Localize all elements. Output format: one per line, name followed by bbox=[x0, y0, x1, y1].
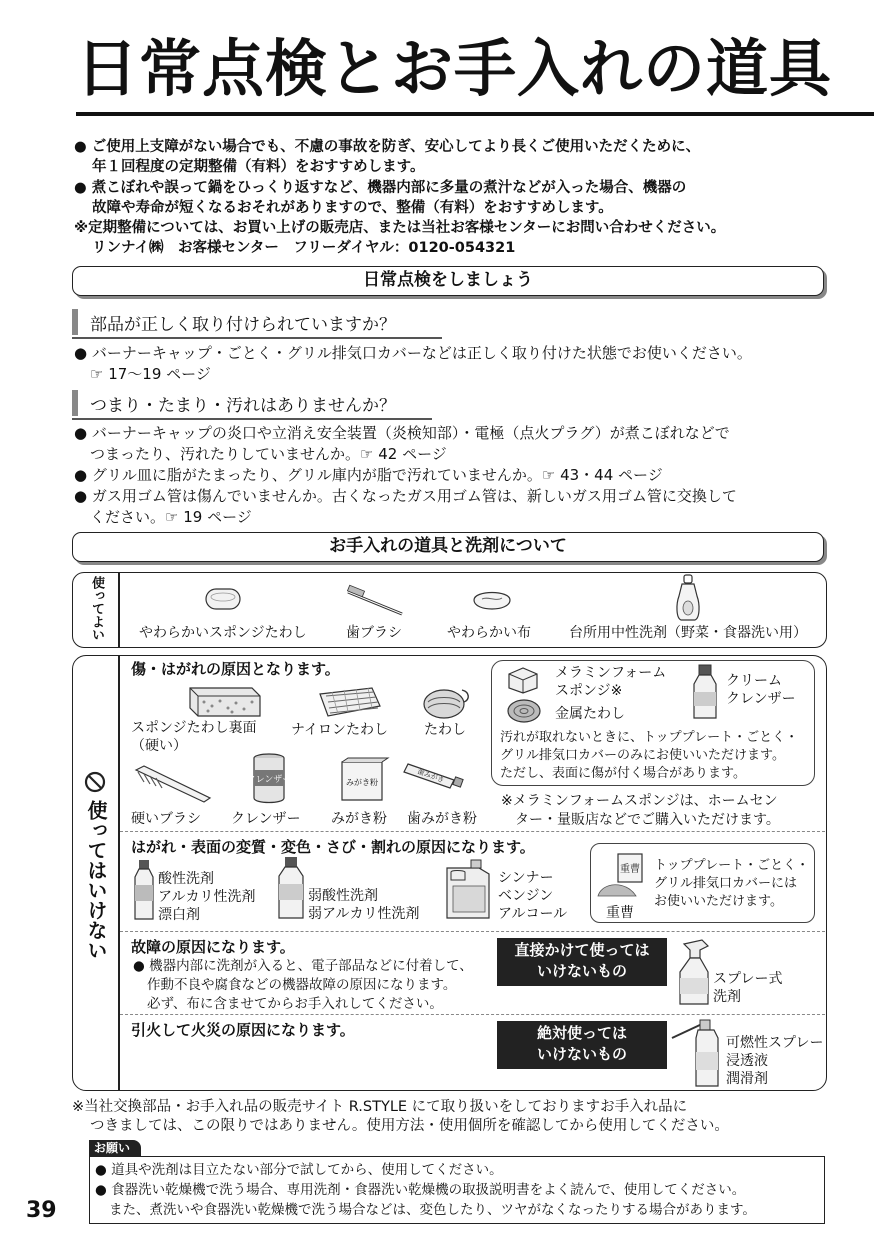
nylon-scrubber-icon bbox=[316, 684, 382, 720]
never-use-1: 絶対使っては bbox=[536, 1024, 627, 1042]
row-divider bbox=[120, 1014, 825, 1015]
alkali-label: アルカリ性洗剤 bbox=[158, 889, 256, 905]
check-question-2-text: つまり・たまり・汚れはありませんか？ bbox=[90, 395, 396, 416]
no-direct-spray-1: 直接かけて使っては bbox=[514, 941, 650, 959]
melamine-usage-note-1: 汚れが取れないときに、トッププレート・ごとく・ bbox=[500, 730, 799, 745]
check-2-body bbox=[74, 423, 737, 528]
melamine-label-2: スポンジ※ bbox=[555, 683, 623, 699]
intro-line-1: ● ご使用上支障がない場合でも、不慮の事故を防ぎ、安心してより長くご使用いただくために、 bbox=[74, 139, 701, 155]
ok-item-label: 台所用中性洗剤（野菜・食器洗い用） bbox=[569, 625, 807, 641]
spray-label-2: 洗剤 bbox=[713, 989, 741, 1005]
ok-divider bbox=[118, 573, 120, 647]
check-question-1 bbox=[72, 309, 396, 335]
baking-soda-note bbox=[654, 857, 809, 911]
daily-check-heading: 日常点検をしましょう bbox=[72, 266, 824, 296]
toothpaste-icon bbox=[402, 754, 466, 790]
baking-soda-note-1: トッププレート・ごとく・ bbox=[654, 858, 810, 873]
cleanser-can-icon bbox=[246, 752, 292, 804]
soft-cloth-icon bbox=[470, 588, 514, 614]
never-use-2: いけないもの bbox=[536, 1045, 627, 1063]
weak-group-label bbox=[308, 887, 419, 923]
no-direct-spray-2: いけないもの bbox=[536, 962, 627, 980]
steel-wool-icon bbox=[506, 696, 542, 724]
hard-sponge-label: スポンジたわし裏面 bbox=[131, 720, 257, 736]
damage-item-label bbox=[131, 719, 257, 755]
cream-cleanser-label bbox=[726, 672, 796, 708]
baking-soda-note-2: グリル排気口カバーには bbox=[654, 876, 798, 891]
flammable-label-2: 浸透液 bbox=[726, 1053, 768, 1069]
melamine-usage-note-2: グリル排気口カバーのみにお使いいただけます。 bbox=[500, 748, 785, 763]
neutral-detergent-icon bbox=[676, 574, 702, 622]
scrub-brush-label: たわし bbox=[424, 722, 466, 738]
row-divider bbox=[120, 931, 825, 932]
page-title: 日常点検とお手入れの道具 bbox=[76, 32, 833, 105]
request-text bbox=[95, 1160, 756, 1220]
spray-label bbox=[713, 970, 782, 1006]
melamine-sponge-icon bbox=[507, 666, 539, 694]
flammable-label bbox=[726, 1034, 823, 1088]
ng-label: 使ってはいけない bbox=[84, 800, 108, 960]
rstyle-footnote-2: つきましては、この限りではありません。使用方法・使用個所を確認してから使用してください。 bbox=[90, 1118, 729, 1134]
title-underline bbox=[76, 112, 874, 116]
melamine-usage-note-3: ただし、表面に傷が付く場合があります。 bbox=[500, 766, 746, 781]
page-number: 39 bbox=[26, 1198, 57, 1223]
solvent-group-label bbox=[498, 869, 567, 923]
never-use-box bbox=[497, 1021, 667, 1069]
melamine-purchase-note-1: ※メラミンフォームスポンジは、ホームセン bbox=[501, 793, 778, 809]
intro-line-6: リンナイ㈱ お客様センター フリーダイヤル：0120-054321 bbox=[92, 240, 516, 257]
prohibited-icon bbox=[84, 771, 106, 793]
polishing-powder-label: みがき粉 bbox=[331, 811, 387, 827]
rstyle-footnote-1: ※当社交換部品・お手入れ品の販売サイト R.STYLE にて取り扱いをしておりますお手入れ品に bbox=[72, 1099, 688, 1115]
no-direct-spray-box bbox=[497, 938, 667, 986]
baking-soda-icon bbox=[596, 852, 646, 898]
intro-line-3: ● 煮こぼれや誤って鍋をひっくり返すなど、機器内部に多量の煮汁などが入った場合、機器の bbox=[74, 179, 687, 196]
fire-heading: 引火して火災の原因になります。 bbox=[131, 1021, 355, 1039]
check-1-line-1: ● バーナーキャップ・ごとく・グリル排気口カバーなどは正しく取り付けた状態でお使いください。 bbox=[74, 344, 752, 362]
ok-item-label: やわらかいスポンジたわし bbox=[139, 625, 307, 641]
rstyle-footnote bbox=[72, 1098, 729, 1136]
bleach-label: 漂白剤 bbox=[158, 907, 200, 923]
fault-text-3: 必ず、布に含ませてからお手入れしてください。 bbox=[147, 996, 443, 1012]
subheading-rule bbox=[72, 337, 442, 339]
hard-brush-icon bbox=[134, 764, 212, 804]
acid-group-label bbox=[158, 870, 255, 924]
tools-heading: お手入れの道具と洗剤について bbox=[72, 532, 824, 562]
check-1-page-ref: ☞ 17～19 ページ bbox=[90, 365, 211, 383]
melamine-purchase-note bbox=[501, 792, 780, 830]
baking-soda-bag-label: 重曹 bbox=[620, 864, 640, 875]
spray-label-1: スプレー式 bbox=[713, 971, 783, 987]
cleanser-label: クレンザー bbox=[231, 811, 301, 827]
check-2-line-5: ください。☞ 19 ページ bbox=[90, 508, 252, 526]
check-2-line-4: ● ガス用ゴム管は傷んでいませんか。古くなったガス用ゴム管は、新しいガス用ゴム管に交換して bbox=[74, 487, 737, 505]
fault-text-2: 作動不良や腐食などの機器故障の原因になります。 bbox=[147, 977, 457, 993]
polishing-powder-icon bbox=[340, 758, 384, 802]
request-line-1: ● 道具や洗剤は目立たない部分で試してから、使用してください。 bbox=[95, 1162, 503, 1178]
check-2-line-3: ● グリル皿に脂がたまったり、グリル庫内が脂で汚れていませんか。☞ 43・44 ページ bbox=[74, 466, 663, 484]
melamine-label-1: メラミンフォーム bbox=[555, 665, 667, 681]
toothbrush-icon bbox=[346, 588, 404, 616]
aerosol-can-icon bbox=[670, 1018, 724, 1088]
intro-line-2: 年１回程度の定期整備（有料）をおすすめします。 bbox=[92, 159, 425, 176]
toothpaste-label: 歯みがき粉 bbox=[407, 811, 477, 827]
request-tag: お願い bbox=[89, 1140, 141, 1156]
fault-heading: 故障の原因になります。 bbox=[131, 938, 295, 956]
damage-heading: 傷・はがれの原因となります。 bbox=[131, 660, 340, 678]
spray-bottle-icon bbox=[678, 938, 714, 1006]
hard-sponge-note: （硬い） bbox=[131, 738, 187, 754]
check-question-2 bbox=[72, 390, 396, 416]
ng-divider bbox=[118, 656, 120, 1090]
intro-line-4: 故障や寿命が短くなるおそれがありますので、整備（有料）をおすすめします。 bbox=[92, 199, 613, 216]
subheading-rule bbox=[72, 418, 432, 420]
weak-acid-label: 弱酸性洗剤 bbox=[308, 888, 378, 904]
heading-marker bbox=[72, 309, 78, 335]
hard-brush-label: 硬いブラシ bbox=[131, 811, 201, 827]
weak-detergent-icon bbox=[276, 856, 306, 920]
check-1-body bbox=[74, 343, 752, 385]
powder-label: みがき粉 bbox=[346, 778, 378, 787]
discolor-heading: はがれ・表面の変質・変色・さび・割れの原因になります。 bbox=[131, 838, 535, 856]
ok-item-label: やわらかい布 bbox=[447, 625, 531, 641]
fault-text bbox=[133, 957, 473, 1014]
request-line-2: ● 食器洗い乾燥機で洗う場合、専用洗剤・食器洗い乾燥機の取扱説明書をよく読んで、使用してください。 bbox=[95, 1182, 746, 1198]
melamine-purchase-note-2: ター・量販店などでご購入いただけます。 bbox=[515, 812, 780, 828]
row-divider bbox=[120, 831, 825, 832]
benzine-label: ベンジン bbox=[498, 888, 554, 904]
cream-cleanser-label-2: クレンザー bbox=[726, 691, 796, 707]
check-2-line-1: ● バーナーキャップの炎口や立消え安全装置（炎検知部）・電極（点火プラグ）が煮こぼれなどで bbox=[74, 424, 730, 442]
soft-sponge-icon bbox=[204, 586, 244, 612]
alcohol-label: アルコール bbox=[498, 906, 568, 922]
heading-marker bbox=[72, 390, 78, 416]
can-label: クレンザー bbox=[246, 775, 292, 785]
ok-item-label: 歯ブラシ bbox=[346, 625, 402, 641]
tube-label: 歯みがき bbox=[416, 767, 446, 785]
intro-line-5: ※定期整備については、お買い上げの販売店、または当社お客様センターにお問い合わせください。 bbox=[74, 220, 726, 237]
nylon-scrubber-label: ナイロンたわし bbox=[291, 722, 389, 738]
baking-soda-label: 重曹 bbox=[606, 905, 634, 921]
baking-soda-note-3: お使いいただけます。 bbox=[654, 894, 783, 909]
hard-sponge-icon bbox=[184, 682, 264, 720]
steel-wool-label: 金属たわし bbox=[555, 706, 625, 722]
melamine-label bbox=[555, 664, 666, 700]
acid-detergent-icon bbox=[133, 859, 155, 921]
cream-cleanser-label-1: クリーム bbox=[726, 673, 782, 689]
cream-cleanser-icon bbox=[690, 664, 720, 720]
check-2-line-2: つまったり、汚れたりしていませんか。☞ 42 ページ bbox=[90, 445, 447, 463]
thinner-can-icon bbox=[443, 858, 493, 920]
thinner-label: シンナー bbox=[498, 870, 554, 886]
fault-text-1: ● 機器内部に洗剤が入ると、電子部品などに付着して、 bbox=[133, 958, 473, 974]
acid-label: 酸性洗剤 bbox=[158, 871, 214, 887]
flammable-label-1: 可燃性スプレー bbox=[726, 1035, 824, 1051]
scrub-brush-icon bbox=[420, 682, 472, 722]
flammable-label-3: 潤滑剤 bbox=[726, 1071, 768, 1087]
request-line-3: また、煮洗いや食器洗い乾燥機で洗う場合などは、変色したり、ツヤがなくなったりする場合があります。 bbox=[109, 1202, 756, 1218]
melamine-usage-note bbox=[500, 729, 798, 783]
check-question-1-text: 部品が正しく取り付けられていますか？ bbox=[90, 314, 396, 335]
weak-alkali-label: 弱アルカリ性洗剤 bbox=[308, 906, 420, 922]
intro-notes bbox=[74, 137, 844, 259]
ok-label: 使ってよい bbox=[89, 576, 104, 641]
